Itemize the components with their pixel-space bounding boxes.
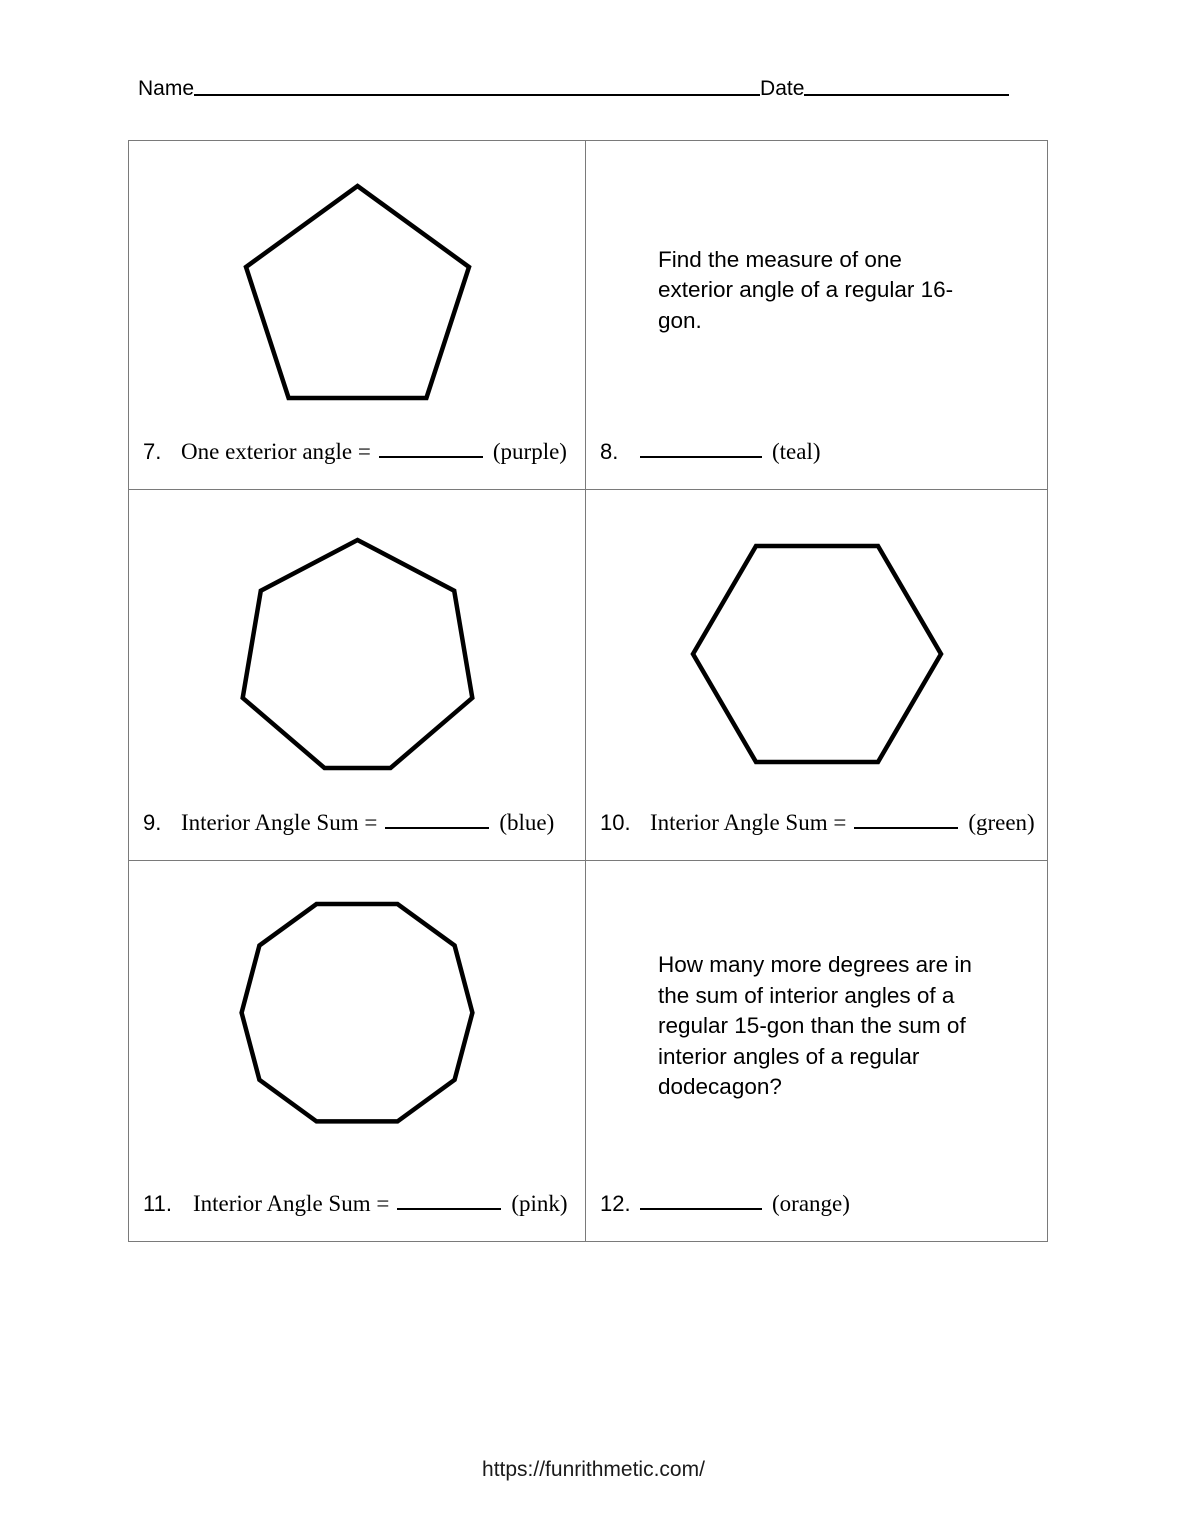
- color-tag-7: (purple): [492, 439, 567, 464]
- item-number-10: 10.: [600, 810, 631, 835]
- worksheet-table: [128, 140, 1048, 1242]
- answer-blank-12[interactable]: [640, 1207, 762, 1210]
- color-tag-9: (blue): [499, 810, 555, 835]
- answer-line-7: [129, 440, 585, 489]
- color-tag-11: (pink): [511, 1191, 568, 1216]
- problem-cell-8: [586, 141, 1047, 489]
- answer-label-11: Interior Angle Sum =: [193, 1191, 390, 1216]
- answer-label-10: Interior Angle Sum =: [650, 810, 847, 835]
- item-number-8: 8.: [600, 439, 619, 464]
- answer-line-12: [586, 1192, 1047, 1241]
- item-number-9: 9.: [143, 810, 162, 835]
- date-write-in-line[interactable]: [804, 93, 1009, 96]
- table-row: [129, 141, 1047, 490]
- answer-blank-11[interactable]: [397, 1207, 501, 1210]
- problem-cell-11: [129, 861, 586, 1241]
- answer-label-9: Interior Angle Sum =: [181, 810, 378, 835]
- problem-cell-7: [129, 141, 586, 489]
- answer-line-11: [129, 1192, 585, 1241]
- date-label: Date: [760, 77, 805, 100]
- item-number-11: 11.: [143, 1191, 172, 1216]
- problem-cell-10: [586, 490, 1047, 860]
- answer-blank-10[interactable]: [854, 826, 958, 829]
- question-text-8: Find the measure of one exterior angle of a regular 16-gon.: [658, 246, 954, 333]
- answer-blank-9[interactable]: [385, 826, 489, 829]
- item-number-12: 12.: [600, 1191, 631, 1216]
- name-label: Name: [138, 77, 195, 100]
- question-text-12: How many more degrees are in the sum of interior angles of a regular 15-gon than the sum of interior angles of a regular dodecagon?: [658, 952, 972, 1100]
- pentagon-figure: [129, 141, 585, 440]
- footer-url[interactable]: https://funrithmetic.com/: [482, 1458, 705, 1481]
- answer-line-10: [586, 811, 1047, 860]
- decagon-figure: [129, 861, 585, 1192]
- answer-blank-7[interactable]: [379, 455, 483, 458]
- answer-blank-8[interactable]: [640, 455, 762, 458]
- problem-cell-9: [129, 490, 586, 860]
- answer-label-7: One exterior angle =: [181, 439, 371, 464]
- table-row: [129, 861, 1047, 1241]
- problem-cell-12: [586, 861, 1047, 1241]
- color-tag-12: (orange): [772, 1191, 850, 1216]
- heptagon-figure: [129, 490, 585, 811]
- question-text-8-container: [586, 141, 1047, 440]
- question-text-12-container: [586, 861, 1047, 1192]
- color-tag-10: (green): [968, 810, 1035, 835]
- table-row: [129, 490, 1047, 861]
- name-date-header: [138, 66, 1048, 100]
- name-write-in-line[interactable]: [194, 93, 760, 96]
- answer-line-8: [586, 440, 1047, 489]
- color-tag-8: (teal): [772, 439, 821, 464]
- answer-line-9: [129, 811, 585, 860]
- hexagon-figure: [586, 490, 1047, 811]
- item-number-7: 7.: [143, 439, 162, 464]
